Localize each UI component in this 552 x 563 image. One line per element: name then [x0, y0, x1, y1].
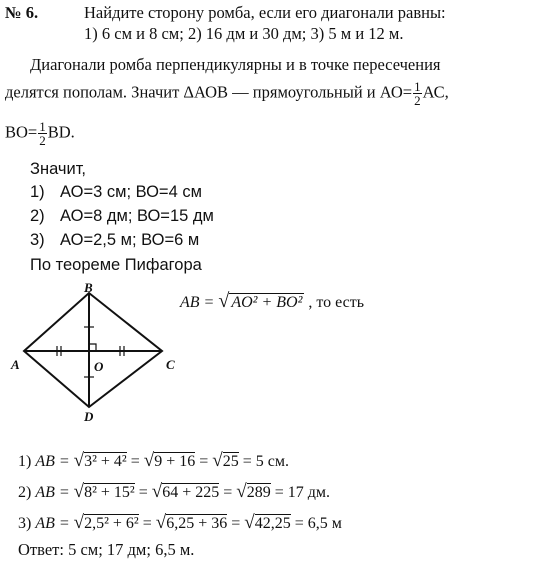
formula-lhs: AB =: [180, 294, 219, 311]
center-label-o: O: [94, 359, 104, 374]
fraction-denominator: 2: [414, 93, 421, 108]
list-item-number: 1): [30, 183, 45, 201]
pythagoras-formula: [180, 290, 364, 313]
answer-radicand: 64 + 225: [162, 484, 220, 501]
answer-lhs: AB =: [35, 453, 70, 470]
vertex-label-a: A: [11, 357, 20, 372]
answer-result: = 5 см.: [242, 453, 289, 470]
right-angle-mark: [89, 344, 96, 351]
vertex-label-b: B: [84, 280, 93, 295]
para1-line-2-tail: АС,: [422, 82, 449, 102]
problem-number: № 6.: [5, 3, 39, 22]
answer-row: 1) AB = √3² + 4² = √9 + 16 = √25 = 5 см.: [18, 450, 289, 471]
fraction-half-2: [38, 120, 47, 147]
list-item-number: 2): [30, 207, 45, 225]
sqrt-sign-icon: √: [143, 450, 155, 471]
formula-radicand: AO² + BO²: [231, 294, 303, 311]
final-answer: Ответ: 5 см; 17 дм; 6,5 м.: [18, 540, 195, 559]
answer-row: 3) AB = √2,5² + 6² = √6,25 + 36 = √42,25 = 6,5 м: [18, 512, 342, 533]
list-item: [30, 183, 202, 202]
answer-lhs: AB =: [35, 515, 70, 532]
list-item-text: АО=3 см; ВО=4 см: [60, 183, 202, 201]
fraction-denominator: 2: [39, 133, 46, 148]
fraction-half: [413, 80, 422, 107]
answer-radicand: 2,5² + 6²: [84, 515, 139, 532]
problem-line-1: Найдите сторону ромба, если его диагонали равны:: [84, 3, 446, 22]
answer-radicand: 289: [246, 484, 271, 501]
answer-radicand: 6,25 + 36: [166, 515, 228, 532]
answer-row: 2) AB = √8² + 15² = √64 + 225 = √289 = 17 дм.: [18, 481, 330, 502]
sqrt-sign-icon: √: [218, 290, 230, 312]
para1-line-3-text: ВО=: [5, 122, 38, 142]
answer-radicand: 8² + 15²: [84, 484, 135, 501]
list-item: [30, 207, 214, 226]
list-item-text: АО=8 дм; ВО=15 дм: [60, 207, 214, 225]
para1-line-3-tail: BD.: [47, 122, 75, 142]
fraction-numerator: 1: [39, 119, 46, 134]
answer-radicand: 3² + 4²: [84, 453, 127, 470]
answer-lhs: AB =: [35, 484, 70, 501]
answer-result: = 6,5 м: [294, 515, 342, 532]
pythagoras-label: По теореме Пифагора: [30, 256, 202, 274]
answer-radicand: 42,25: [254, 515, 291, 532]
znachit-label: Значит,: [30, 160, 87, 178]
fraction-numerator: 1: [414, 79, 421, 94]
para1-line-2: [5, 80, 449, 107]
vertex-label-d: D: [84, 409, 94, 424]
sqrt-sign-icon: √: [212, 450, 223, 471]
answer-number: 1): [18, 453, 32, 470]
sqrt-sign-icon: √: [155, 512, 167, 533]
list-item-number: 3): [30, 231, 45, 249]
formula-tail: , то есть: [308, 294, 365, 311]
rhombus-diagram: [0, 274, 190, 426]
sqrt-sign-icon: √: [73, 450, 85, 471]
para1-line-3: [5, 120, 75, 147]
answer-result: = 17 дм.: [274, 484, 330, 501]
sqrt-sign-icon: √: [151, 481, 163, 502]
vertex-label-c: C: [166, 357, 175, 372]
para1-line-1: Диагонали ромба перпендикулярны и в точке пересечения: [30, 55, 441, 74]
sqrt-sign-icon: √: [244, 512, 255, 533]
answer-radicand: 9 + 16: [154, 453, 196, 470]
list-item: [30, 231, 199, 250]
sqrt-sign-icon: √: [236, 481, 247, 502]
para1-line-2-text: делятся пополам. Значит ΔАОВ — прямоугольный и АО=: [5, 82, 413, 102]
sqrt-sign-icon: √: [73, 481, 85, 502]
sqrt-sign-icon: √: [73, 512, 85, 533]
problem-line-2: 1) 6 см и 8 см; 2) 16 дм и 30 дм; 3) 5 м и 12 м.: [84, 24, 404, 43]
answer-number: 2): [18, 484, 32, 501]
list-item-text: АО=2,5 м; ВО=6 м: [60, 231, 200, 249]
answer-radicand: 25: [222, 453, 239, 470]
answer-number: 3): [18, 515, 32, 532]
